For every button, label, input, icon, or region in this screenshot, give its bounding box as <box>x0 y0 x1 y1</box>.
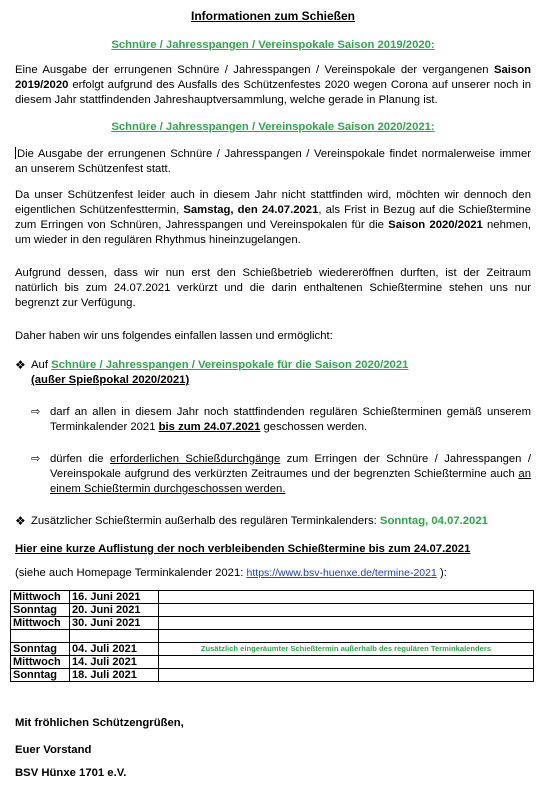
table-row <box>11 630 534 643</box>
table-row <box>11 591 534 604</box>
bullet-text: Auf Schnüre / Jahresspangen / Vereinspokale für die Saison 2020/2021 (außer Spießpokal 2020/2021) <box>31 359 409 386</box>
note-cell <box>159 669 534 682</box>
list-heading: Hier eine kurze Auflistung der noch verbleibenden Schießtermine bis zum 24.07.2021 <box>15 543 471 555</box>
signature-board: Euer Vorstand <box>15 744 92 756</box>
paragraph-2019-2020: Eine Ausgabe der errungenen Schnüre / Jahresspangen / Vereinspokale der vergangenen Saison 2019/2020 erfolgt aufgrund des Ausfalls des Schützenfestes 2020 wegen Corona auf unserer noch in diesem Jahr stattfindenden Jahreshauptversammlung, welche gerade in Planung ist. <box>15 64 531 106</box>
date-cell: 16. Juni 2021 <box>70 591 159 604</box>
date-cell: 04. Juli 2021 <box>70 643 159 656</box>
paragraph-zeitraum: Aufgrund dessen, dass wir nun erst den Schießbetrieb wiedereröffnen durften, ist der Zeitraum natürlich bis zum 24.07.2021 verkürzt und die darin enthaltenen Schießtermine stehen uns nur begrenzt zur Verfügung. <box>15 267 531 309</box>
paragraph-daher: Daher haben wir uns folgendes einfallen lassen und ermöglicht: <box>15 330 333 342</box>
table-row <box>11 669 534 682</box>
closing-greeting: Mit fröhlichen Schützengrüßen, <box>15 717 184 729</box>
day-cell: Sonntag <box>11 604 70 617</box>
day-cell: Mittwoch <box>11 617 70 630</box>
day-cell: Mittwoch <box>11 656 70 669</box>
arrow-bullet-icon: ⇨ <box>31 406 41 418</box>
paragraph-schuetzenfest: Da unser Schützenfest leider auch in diesem Jahr nicht stattfinden wird, möchten wir dennoch den eigentlichen Schützenfesttermin, Samstag, den 24.07.2021, als Frist in Bezug auf die Schießtermine zum Erringen von Schnüren, Jahresspangen und Vereinspokalen für die Saison 2020/2021 nehmen, um wieder in den regulären Rhythmus hineinzugelangen. <box>15 189 531 246</box>
date-cell: 14. Juli 2021 <box>70 656 159 669</box>
sub-bullet-text: darf an allen in diesem Jahr noch stattfindenden regulären Schießterminen gemäß unserem Terminkalender 2021 bis zum 24.07.2021 geschossen werden. <box>50 406 531 433</box>
date-cell: 20. Juni 2021 <box>70 604 159 617</box>
homepage-link[interactable]: https://www.bsv-huenxe.de/termine-2021 <box>246 567 437 579</box>
day-cell: Sonntag <box>11 643 70 656</box>
note-cell <box>159 617 534 630</box>
homepage-reference: (siehe auch Homepage Terminkalender 2021: https://www.bsv-huenxe.de/termine-2021 ): <box>15 567 447 579</box>
bullet-text: Zusätzlicher Schießtermin außerhalb des regulären Terminkalenders: Sonntag, 04.07.2021 <box>31 515 488 527</box>
diamond-bullet-icon: ❖ <box>15 358 26 372</box>
table-row <box>11 604 534 617</box>
sub-bullet-text: dürfen die erforderlichen Schießdurchgänge zum Erringen der Schnüre / Jahresspangen / Vereinspokale aufgrund des verkürzten Zeitraumes und der begrenzten Schießtermine auch an einem Schießtermin durchgeschossen werden. <box>50 453 532 495</box>
table-row <box>11 643 534 656</box>
note-cell <box>159 656 534 669</box>
date-cell: 30. Juni 2021 <box>70 617 159 630</box>
paragraph-ausgabe: Die Ausgabe der errungenen Schnüre / Jahresspangen / Vereinspokale findet normalerweise immer an unserem Schützenfest statt. <box>15 148 531 175</box>
page-title: Informationen zum Schießen <box>190 9 355 23</box>
note-cell <box>159 630 534 643</box>
day-cell <box>11 630 70 643</box>
day-cell: Sonntag <box>11 669 70 682</box>
date-cell: 18. Juli 2021 <box>70 669 159 682</box>
date-cell <box>70 630 159 643</box>
signature-club: BSV Hünxe 1701 e.V. <box>15 767 127 779</box>
arrow-bullet-icon: ⇨ <box>31 453 41 465</box>
note-cell: Zusätzlich eingeräumter Schießtermin außerhalb des regulären Terminkalenders <box>159 643 534 656</box>
section-heading-2020-2021: Schnüre / Jahresspangen / Vereinspokale Saison 2020/2021: <box>111 121 435 133</box>
day-cell: Mittwoch <box>11 591 70 604</box>
table-row <box>11 656 534 669</box>
schedule-table <box>10 590 534 682</box>
table-row <box>11 617 534 630</box>
diamond-bullet-icon: ❖ <box>15 514 26 528</box>
text-cursor <box>15 147 16 159</box>
section-heading-2019-2020: Schnüre / Jahresspangen / Vereinspokale Saison 2019/2020: <box>111 39 435 51</box>
note-cell <box>159 591 534 604</box>
note-cell <box>159 604 534 617</box>
